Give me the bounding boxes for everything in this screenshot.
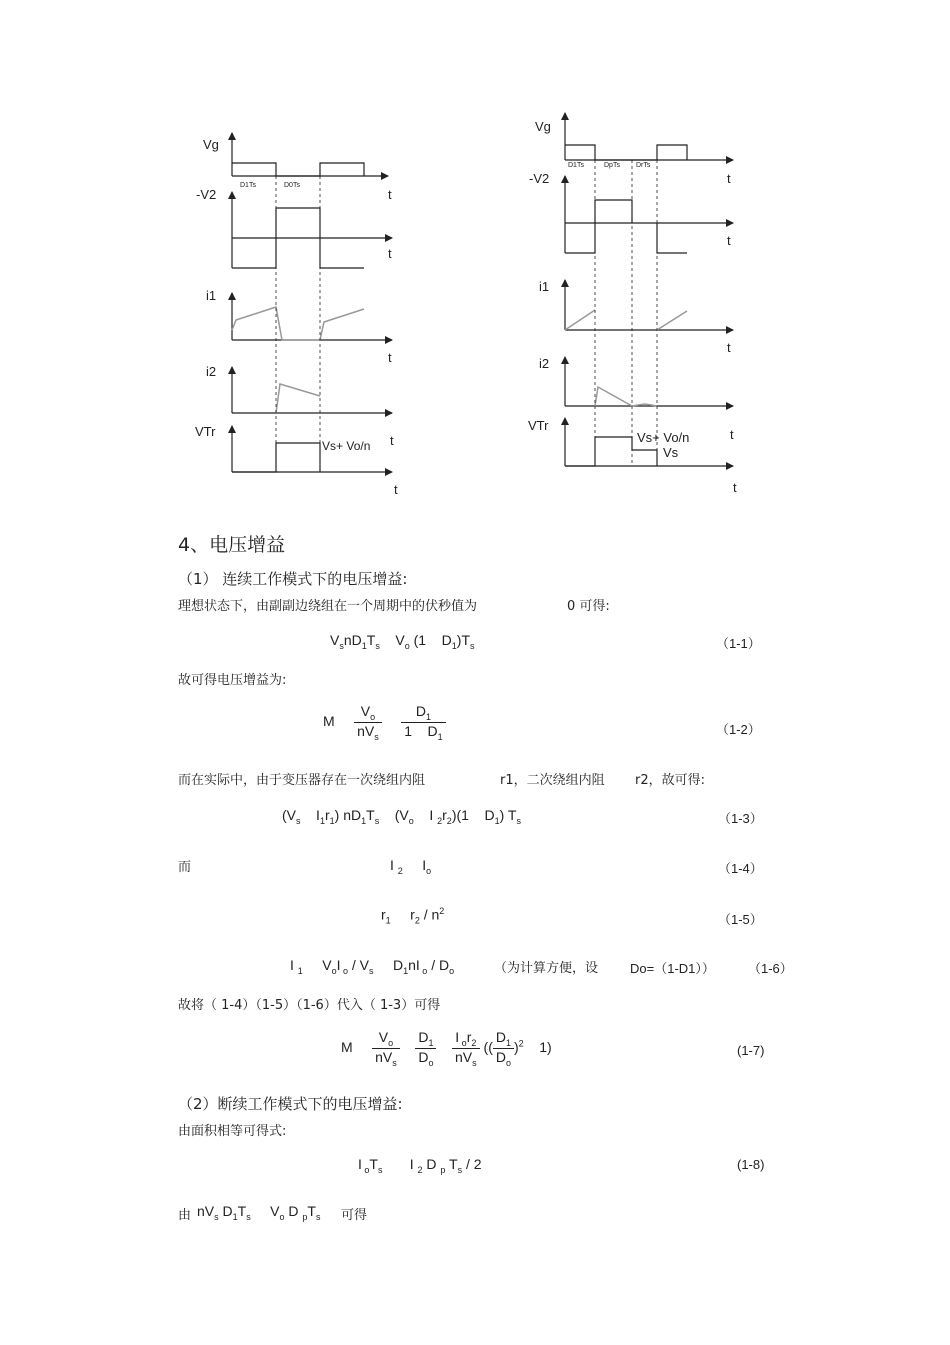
right-vg-waveform xyxy=(565,145,687,160)
right-t-label-5: t xyxy=(733,480,737,495)
equation-number-1-6: （1-6） xyxy=(748,961,793,976)
equation-number-1-1: （1-1） xyxy=(716,636,761,651)
right-vg-label: Vg xyxy=(535,119,551,134)
equation-number-1-4: （1-4） xyxy=(718,861,763,876)
right-t-label-1: t xyxy=(727,171,731,186)
right-i1-waveform xyxy=(565,310,595,330)
left-i2-label: i2 xyxy=(206,364,217,379)
right-i1-label: i1 xyxy=(539,279,550,294)
right-t-label-3: t xyxy=(727,340,731,355)
paragraph-5: 故将（ 1-4）（1-5）（1-6）代入（ 1-3）可得 xyxy=(178,998,441,1013)
right-vs-label: Vs xyxy=(663,445,679,460)
left-vs-vo-label: Vs+ Vo/n xyxy=(322,439,371,453)
right-vs-vo-label: Vs+ Vo/n xyxy=(637,430,690,445)
right-t-label-4: t xyxy=(730,427,734,442)
equation-1-6-note: （为计算方便，设 xyxy=(494,961,599,976)
left-vtr-label: VTr xyxy=(195,424,216,439)
equation-1-8: I $_oT_s$ I $_2$ D $_p$ $T_s / 2$ xyxy=(358,1156,482,1175)
equation-final: $nV_s$ $D_1T_s$ $V_o$ D $_pT_s$ xyxy=(197,1203,321,1222)
left-t-label-3: t xyxy=(388,350,392,365)
paragraph-3a: 而在实际中，由于变压器存在一次绕组内阻 xyxy=(178,773,426,788)
equation-number-1-8: (1-8) xyxy=(737,1157,765,1172)
left-i1-label: i1 xyxy=(206,288,217,303)
right-drts-label: DrTs xyxy=(636,162,651,169)
subsection-title-ccm: （1） 连续工作模式下的电压增益: xyxy=(178,570,408,588)
right-v2-label: -V2 xyxy=(529,171,550,186)
section-title: 4、电压增益 xyxy=(178,534,286,556)
equation-number-1-2: （1-2） xyxy=(716,722,761,737)
right-vtr-label: VTr xyxy=(528,418,549,433)
equation-1-2: M $\frac{V_o}{nV_s}$ $\frac{D_1}{1 D_1}$ xyxy=(323,703,446,742)
equation-number-1-5: （1-5） xyxy=(718,912,763,927)
right-i2-waveform xyxy=(595,387,657,406)
equation-1-6: I $_1$ $V_oI$ $_o / V_s$ $D_1nI$ $_o / D_o$ xyxy=(290,957,455,976)
left-vg-label: Vg xyxy=(203,137,219,152)
left-t-label-4: t xyxy=(390,433,394,448)
paragraph-1b: 0 可得: xyxy=(567,599,610,614)
subsection-title-dcm: （2）断续工作模式下的电压增益: xyxy=(178,1095,403,1113)
left-t-label-5: t xyxy=(394,482,398,497)
right-dpts-label: DpTs xyxy=(604,162,620,169)
waveform-figure-right xyxy=(0,0,950,520)
equation-number-1-7: (1-7) xyxy=(737,1043,765,1058)
equation-1-1: $V_snD_1T_s$ $V_o$ (1 $D_1)T_s$ xyxy=(330,632,475,651)
paragraph-3c: r2，故可得: xyxy=(635,773,705,788)
right-v2-waveform xyxy=(565,200,632,253)
equation-number-1-3: （1-3） xyxy=(718,811,763,826)
left-d0ts-label: D0Ts xyxy=(284,182,300,189)
equation-1-3: ($V_s$ $I_1r_1$) $nD_1T_s$ ($V_o$ I $_2r_2)(1$ $D_1$) $T_s$ xyxy=(282,807,521,826)
right-t-label-2: t xyxy=(727,233,731,248)
left-d1ts-label: D1Ts xyxy=(240,182,256,189)
left-v2-label: -V2 xyxy=(196,187,217,202)
equation-1-4: I $_2$ $I_o$ xyxy=(390,857,432,876)
left-t-label-1: t xyxy=(388,187,392,202)
right-d1ts-label: D1Ts xyxy=(568,162,584,169)
paragraph-7b: 可得 xyxy=(341,1208,368,1223)
paragraph-7a: 由 xyxy=(178,1208,192,1223)
equation-1-7: M $\frac{V_o}{nV_s}$ $\frac{D_1}{D_o}$ $\frac{I _or_2}{nV_s}$ (( $\frac{D_1}{D_o}$ )$^2$ 1) xyxy=(341,1029,552,1068)
paragraph-1a: 理想状态下，由副副边绕组在一个周期中的伏秒值为 xyxy=(178,599,478,614)
left-t-label-2: t xyxy=(388,246,392,261)
paragraph-3b: r1，二次绕组内阻 xyxy=(500,773,605,788)
paragraph-6: 由面积相等可得式: xyxy=(178,1124,287,1139)
equation-1-6-note-2: Do=（1-D1）） xyxy=(630,961,715,976)
paragraph-4: 而 xyxy=(178,860,192,875)
right-i2-label: i2 xyxy=(539,356,550,371)
equation-1-5: $r_1$ $r_2 / n^2$ xyxy=(381,906,445,926)
paragraph-2: 故可得电压增益为: xyxy=(178,673,287,688)
